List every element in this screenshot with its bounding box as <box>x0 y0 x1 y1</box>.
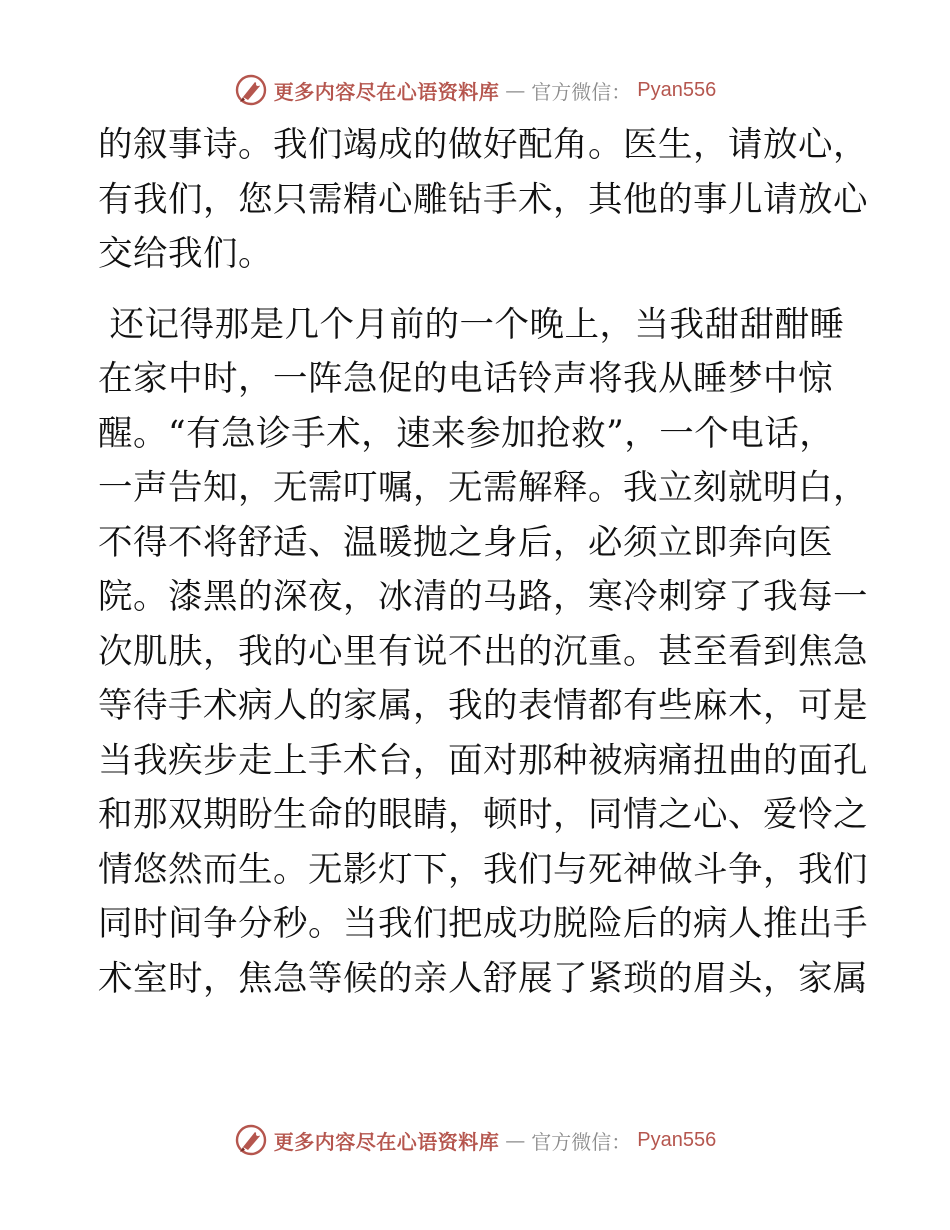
text-line: 术室时，焦急等候的亲人舒展了紧琐的眉头，家属 <box>98 958 868 999</box>
pen-logo-icon <box>234 73 268 107</box>
text-line: 的叙事诗。我们竭成的做好配角。医生，请放心， <box>98 125 868 165</box>
text-line: 院。漆黑的深夜，冰清的马路，寒冷刺穿了我每一 <box>98 577 868 617</box>
watermark-wechat-id: Pyan556 <box>637 1128 717 1151</box>
watermark-wechat-label: 官方微信： <box>531 1129 632 1154</box>
watermark-brand: 更多内容尽在心语资料库 <box>273 79 500 104</box>
footer-watermark <box>0 1118 950 1162</box>
text-line: 还记得那是几个月前的一个晚上，当我甜甜酣睡 <box>98 304 845 345</box>
text-line: 一声告知，无需叮嘱，无需解释。我立刻就明白， <box>98 468 868 508</box>
text-line: 当我疾步走上手术台，面对那种被病痛扭曲的面孔 <box>98 740 868 781</box>
text-line: 醒。“有急诊手术，速来参加抢救”，一个电话， <box>98 413 835 454</box>
text-line: 情悠然而生。无影灯下，我们与死神做斗争，我们 <box>98 849 868 890</box>
text-line: 有我们，您只需精心雕钻手术，其他的事儿请放心 <box>98 179 868 220</box>
text-line: 同时间争分秒。当我们把成功脱险后的病人推出手 <box>98 904 868 944</box>
watermark-brand: 更多内容尽在心语资料库 <box>273 1129 500 1154</box>
text-line: 和那双期盼生命的眼睛，顿时，同情之心、爱怜之 <box>98 795 868 835</box>
text-line: 等待手术病人的家属，我的表情都有些麻木，可是 <box>98 686 868 726</box>
paragraph-1 <box>98 118 868 282</box>
header-watermark <box>0 68 950 112</box>
text-line: 在家中时，一阵急促的电话铃声将我从睡梦中惊 <box>98 359 833 399</box>
watermark-wechat-label: 官方微信： <box>531 79 632 104</box>
pen-logo-icon <box>234 1123 268 1157</box>
paragraph-2 <box>98 298 868 1007</box>
watermark-separator: — <box>505 78 526 102</box>
text-line: 交给我们。 <box>98 234 273 274</box>
watermark-wechat-id: Pyan556 <box>637 78 717 101</box>
watermark-separator: — <box>505 1128 526 1152</box>
document-body <box>98 118 868 1006</box>
text-line: 次肌肤，我的心里有说不出的沉重。甚至看到焦急 <box>98 631 868 672</box>
text-line: 不得不将舒适、温暖抛之身后，必须立即奔向医 <box>98 522 833 563</box>
